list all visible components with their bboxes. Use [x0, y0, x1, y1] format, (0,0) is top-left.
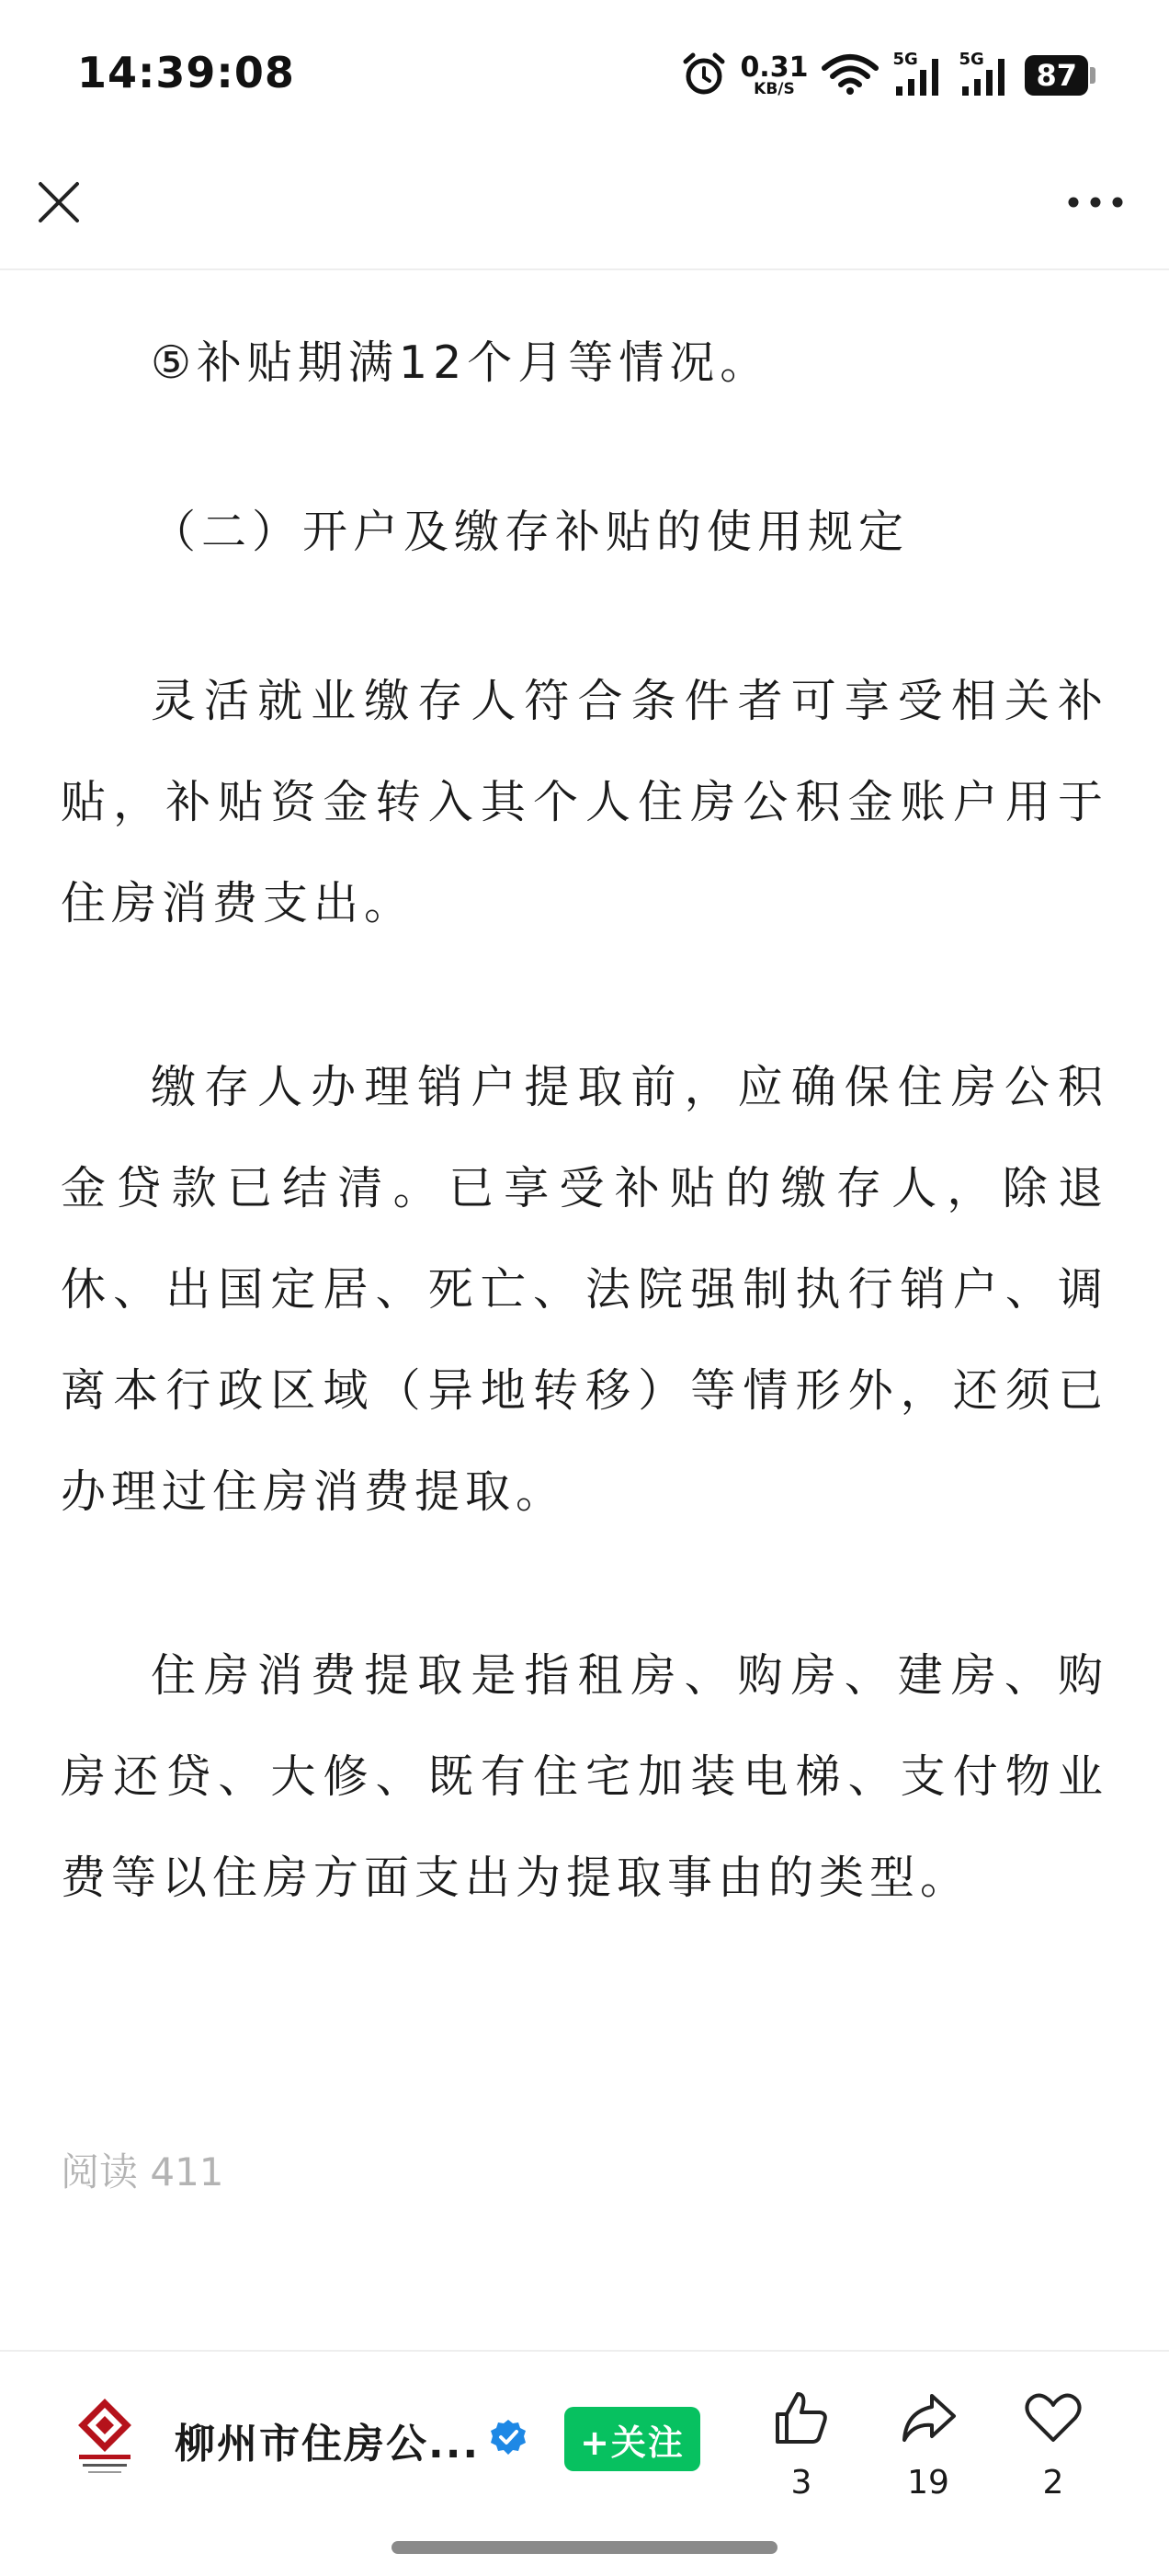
more-options-button[interactable]	[1059, 173, 1132, 232]
close-button[interactable]	[29, 173, 88, 232]
article-section-heading: （二）开户及缴存补贴的使用规定	[151, 506, 910, 558]
signal-type-label: 5G	[892, 50, 918, 69]
close-icon	[37, 180, 81, 224]
status-icons	[681, 48, 1095, 103]
follow-button[interactable]: +关注	[564, 2407, 700, 2471]
account-logo[interactable]	[62, 2398, 147, 2482]
bottom-action-bar	[0, 2350, 1169, 2576]
favorite-count: 2	[1042, 2464, 1064, 2502]
verified-badge-icon	[489, 2418, 528, 2456]
network-speed	[740, 51, 809, 98]
network-speed-unit: KB/S	[754, 79, 795, 98]
housing-fund-logo-icon	[62, 2398, 147, 2482]
share-button[interactable]	[873, 2388, 983, 2502]
alarm-icon	[681, 51, 727, 100]
article-paragraph: 住房消费提取是指租房、购房、建房、购房还贷、大修、既有住宅加装电梯、支付物业费等以住房方面支出为提取事由的类型。	[61, 1649, 1108, 1904]
heart-icon	[1024, 2388, 1083, 2447]
read-count: 阅读 411	[61, 2149, 224, 2194]
battery-icon	[1025, 55, 1095, 96]
battery-level: 87	[1025, 55, 1088, 96]
more-icon	[1066, 195, 1125, 210]
article-paragraph: ⑤补贴期满12个月等情况。	[151, 336, 771, 389]
top-nav	[0, 147, 1169, 270]
thumbs-up-icon	[772, 2388, 831, 2447]
favorite-button[interactable]	[998, 2388, 1108, 2502]
like-button[interactable]	[746, 2388, 857, 2502]
signal-icon	[892, 50, 946, 97]
share-arrow-icon	[899, 2388, 958, 2447]
signal-icon	[959, 50, 1012, 97]
account-name[interactable]: 柳州市住房公...	[175, 2421, 481, 2468]
article-body	[61, 313, 1108, 2012]
network-speed-value: 0.31	[740, 51, 809, 84]
wifi-icon	[821, 51, 880, 99]
home-indicator[interactable]	[392, 2541, 777, 2554]
status-bar	[0, 0, 1169, 147]
status-time: 14:39:08	[77, 48, 295, 97]
like-count: 3	[790, 2464, 812, 2502]
signal-type-label: 5G	[959, 50, 984, 69]
article-paragraph: 灵活就业缴存人符合条件者可享受相关补贴，补贴资金转入其个人住房公积金账户用于住房消费支出。	[61, 675, 1108, 929]
article-paragraph: 缴存人办理销户提取前，应确保住房公积金贷款已结清。已享受补贴的缴存人，除退休、出国定居、死亡、法院强制执行销户、调离本行政区域（异地转移）等情形外，还须已办理过住房消费提取。	[61, 1061, 1108, 1518]
share-count: 19	[907, 2464, 949, 2502]
